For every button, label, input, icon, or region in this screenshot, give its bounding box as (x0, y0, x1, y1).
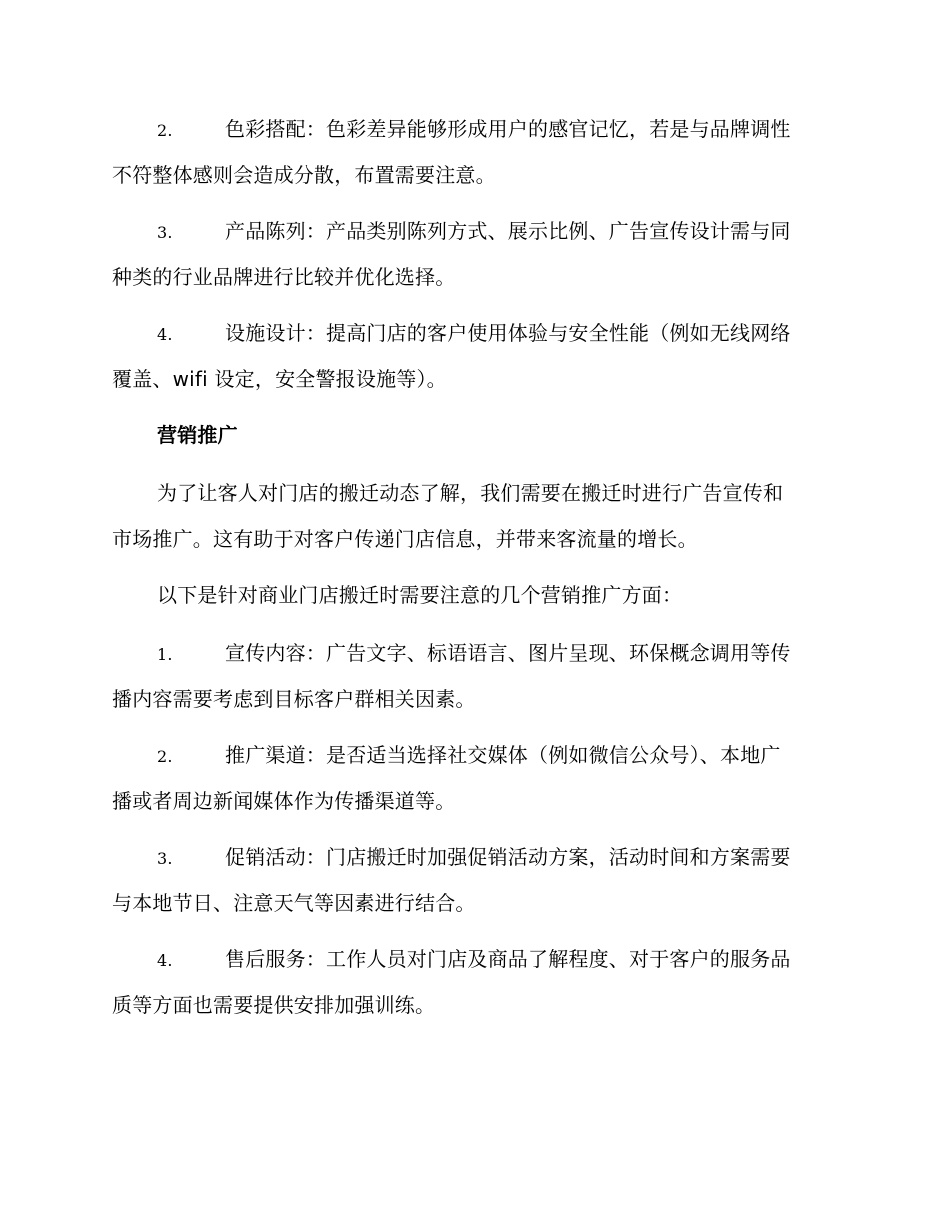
list-item (112, 732, 834, 824)
list-item-text: 售后服务：工作人员对门店及商品了解程度、对于客户的服务品 (225, 947, 791, 971)
list-item (112, 630, 834, 722)
list-item (112, 834, 834, 926)
lead-paragraph (112, 572, 834, 618)
lead-text: 以下是针对商业门店搬迁时需要注意的几个营销推广方面： (157, 583, 683, 607)
list-item-first-line (112, 732, 834, 778)
list-number: 4. (157, 325, 173, 344)
list-item-text: 色彩搭配：色彩差异能够形成用户的感官记忆，若是与品牌调性 (225, 117, 791, 141)
list-item-continuation: 质等方面也需要提供安排加强训练。 (112, 993, 436, 1017)
list-item (112, 106, 834, 198)
paragraph-first-line: 为了让客人对门店的搬迁动态了解，我们需要在搬迁时进行广告宣传和 (157, 481, 784, 505)
list-item-text: 宣传内容：广告文字、标语语言、图片呈现、环保概念调用等传 (225, 641, 791, 665)
list-number: 3. (157, 849, 173, 868)
list-item-continuation: 不符整体感则会造成分散，布置需要注意。 (112, 163, 496, 187)
list-number: 1. (157, 645, 173, 664)
list-number: 2. (157, 121, 173, 140)
section-heading-block (112, 412, 834, 458)
list-item-first-line (112, 310, 834, 356)
list-item (112, 310, 834, 402)
list-item-first-line (112, 834, 834, 880)
intro-paragraph (112, 470, 834, 562)
list-item (112, 208, 834, 300)
list-number: 3. (157, 223, 173, 242)
list-item-text: 设施设计：提高门店的客户使用体验与安全性能（例如无线网络 (225, 321, 791, 345)
list-item-continuation: 与本地节日、注意天气等因素进行结合。 (112, 891, 476, 915)
list-item-first-line (112, 106, 834, 152)
list-item-first-line (112, 936, 834, 982)
list-number: 4. (157, 951, 173, 970)
list-item-first-line (112, 208, 834, 254)
list-item-first-line (112, 630, 834, 676)
list-item-text: 促销活动：门店搬迁时加强促销活动方案，活动时间和方案需要 (225, 845, 791, 869)
list-item-continuation: 覆盖、wifi 设定，安全警报设施等）。 (112, 367, 447, 391)
list-number: 2. (157, 747, 173, 766)
paragraph-continuation: 市场推广。这有助于对客户传递门店信息，并带来客流量的增长。 (112, 527, 698, 551)
list-item-continuation: 种类的行业品牌进行比较并优化选择。 (112, 265, 456, 289)
list-item-text: 推广渠道：是否适当选择社交媒体（例如微信公众号）、本地广 (225, 743, 781, 767)
list-item-continuation: 播或者周边新闻媒体作为传播渠道等。 (112, 789, 456, 813)
list-item-continuation: 播内容需要考虑到目标客户群相关因素。 (112, 687, 476, 711)
section-heading: 营销推广 (157, 423, 238, 447)
list-item (112, 936, 834, 1028)
list-item-text: 产品陈列：产品类别陈列方式、展示比例、广告宣传设计需与同 (225, 219, 791, 243)
